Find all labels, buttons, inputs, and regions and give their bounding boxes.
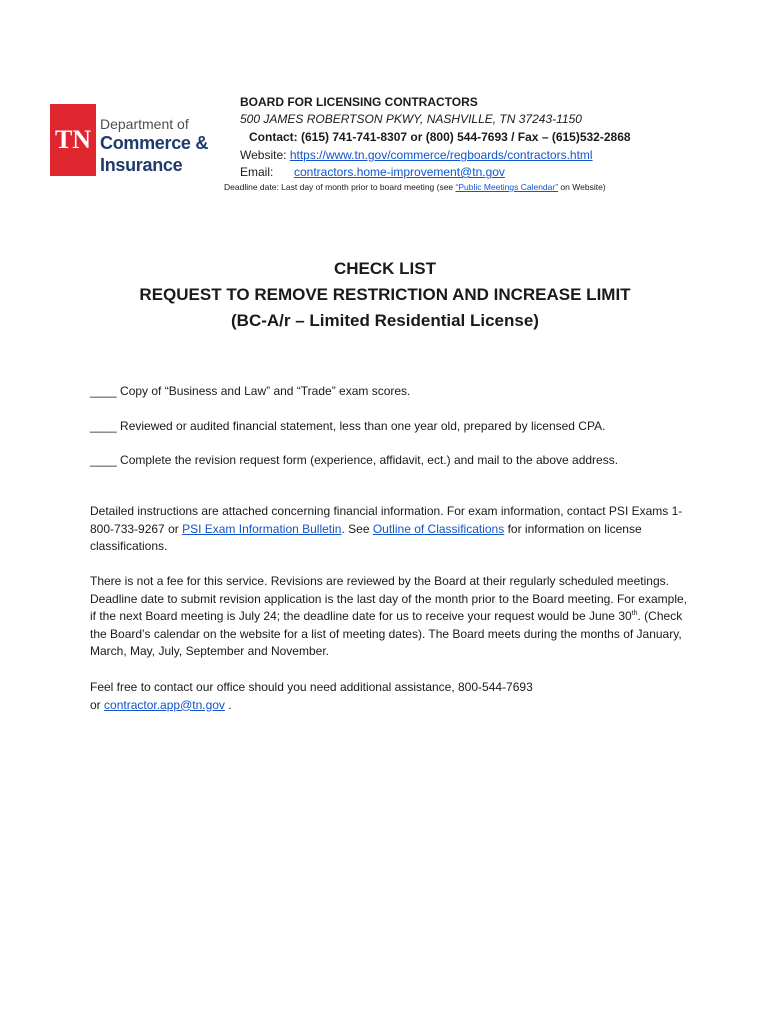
email-link[interactable]: contractors.home-improvement@tn.gov — [294, 165, 505, 179]
contact-text-1: Feel free to contact our office should you need additional assistance, 800-544-7693 — [90, 680, 533, 694]
contact-paragraph — [90, 679, 690, 714]
contractor-app-email-link[interactable]: contractor.app@tn.gov — [104, 697, 225, 712]
deadline-note — [224, 181, 606, 193]
board-address: 500 JAMES ROBERTSON PKWY, NASHVILLE, TN 37243-1150 — [240, 112, 582, 126]
page-subtitle: REQUEST TO REMOVE RESTRICTION AND INCREASE LIMIT — [139, 285, 631, 304]
deadline-suffix: on Website) — [558, 182, 606, 192]
fee-superscript: th — [631, 610, 638, 618]
checklist-item-exam-scores: ____ Copy of “Business and Law” and “Trade” exam scores. — [90, 384, 411, 398]
checklist-item-revision-form: ____ Complete the revision request form (experience, affidavit, ect.) and mail to the above address. — [90, 453, 619, 467]
logo-department-text: Department of — [100, 116, 189, 132]
checklist-item-financial-statement: ____ Reviewed or audited financial statement, less than one year old, prepared by licensed CPA. — [90, 419, 606, 433]
fee-paragraph — [90, 573, 690, 661]
contact-text-3: . — [224, 697, 232, 712]
deadline-prefix: Deadline date: Last day of month prior to board meeting (see — [224, 182, 456, 192]
tn-logo-mark: TN — [50, 104, 96, 176]
page-title: CHECK LIST — [334, 259, 436, 278]
logo-commerce-text: Commerce & — [100, 133, 209, 153]
instructions-paragraph — [90, 503, 690, 556]
tn-commerce-insurance-logo — [50, 104, 209, 178]
instructions-text-1: Detailed instructions are attached concerning financial information. For exam information, contact PSI Exams 1-800-733-9267 or — [90, 504, 683, 536]
email-line — [240, 164, 505, 180]
psi-bulletin-link[interactable]: PSI Exam Information Bulletin — [182, 521, 342, 536]
logo-insurance-text: Insurance — [100, 155, 183, 175]
board-name: BOARD FOR LICENSING CONTRACTORS — [240, 95, 478, 109]
license-type-title: (BC-A/r – Limited Residential License) — [231, 311, 539, 330]
website-link[interactable]: https://www.tn.gov/commerce/regboards/contractors.html — [289, 148, 593, 162]
website-line — [240, 147, 593, 163]
instructions-text-2: . See — [341, 521, 373, 536]
fee-text-1: There is not a fee for this service. Revisions are reviewed by the Board at their regularly scheduled meetings. Deadline date to submit revision application is the last day of the month prior to the Board meeting. For example, if the next Board meeting is July 24; the deadline date for us to receive your request would be June 30 — [90, 574, 687, 624]
outline-classifications-link[interactable]: Outline of Classifications — [372, 521, 505, 536]
instructions-text-3: for information on license classifications. — [90, 521, 642, 554]
public-meetings-calendar-link[interactable]: “Public Meetings Calendar” — [455, 182, 559, 192]
contact-text-2: or — [90, 697, 105, 712]
board-contact: Contact: (615) 741-741-8307 or (800) 544-7693 / Fax – (615)532-2868 — [249, 130, 631, 144]
fee-text-2: . (Check the Board’s calendar on the website for a list of meeting dates). The Board meets during the months of January, March, May, July, September and November. — [90, 609, 683, 659]
website-label: Website: — [240, 148, 287, 162]
email-label: Email: — [240, 165, 274, 179]
